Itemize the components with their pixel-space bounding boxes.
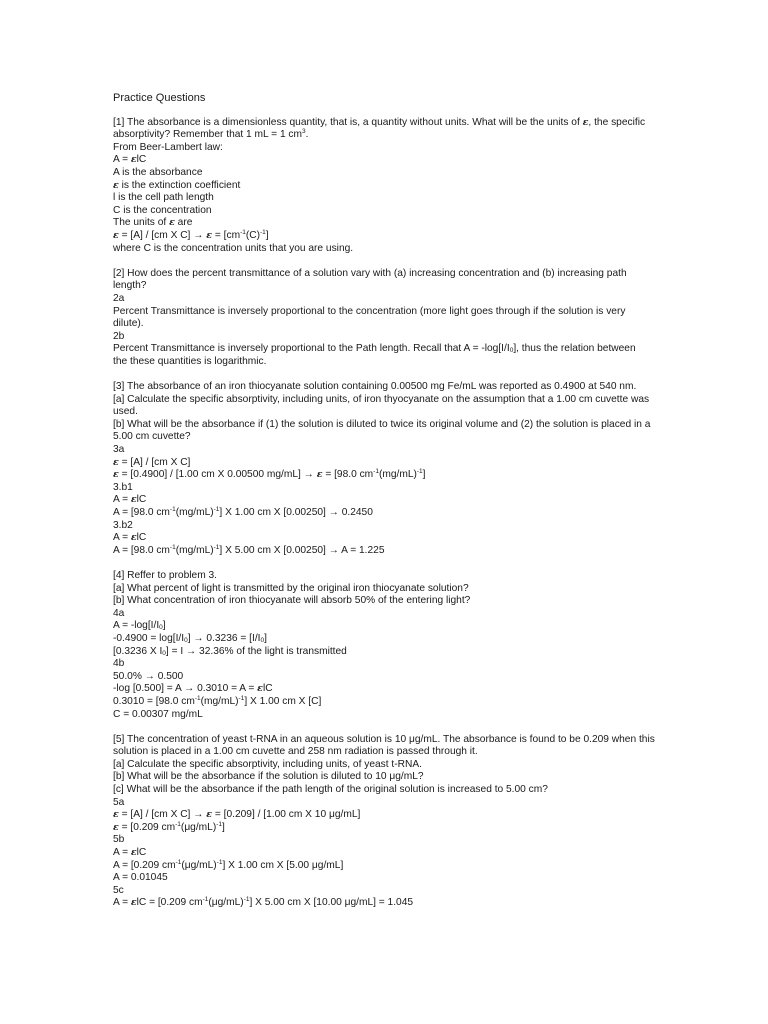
text-line: 5a [113,796,125,808]
text-line: A = [0.209 $cm^{-1}(\mu g/mL)^{-1}$] X 1.00 cm X [5.00 μg/mL] [113,858,344,871]
text-line: ε = [0.4900] / [1.00 cm X 0.00500 mg/mL] → ε = [98.0 $cm^{-1}(mg/mL)^{-1}$] [113,468,426,481]
text-line: A = 0.01045 [113,872,168,884]
text-line: [3] The absorbance of an iron thiocyanate solution containing 0.00500 mg Fe/mL was reported as 0.4900 at 540 nm. [113,381,637,393]
text-line: 5c [113,884,124,896]
text-line: A = εlC [113,154,147,166]
text-line: [4] Reffer to problem 3. [113,569,218,581]
text-line: [c] What will be the absorbance if the path length of the original solution is increased to 5.00 cm? [113,784,548,796]
text-line: where C is the concentration units that you are using. [113,242,354,254]
text-line: ε = [A] / [cm X C] [113,456,191,468]
text-line: $A = -\log[I/I_0]$ [113,620,166,632]
text-line: [a] Calculate the specific absorptivity, including units, of yeast t-RNA. [113,758,422,770]
text-line: absorptivity? Remember that 1 mL = 1 $cm^3$. [113,128,309,141]
text-line: 4b [113,658,125,670]
text-line: The units of ε are [113,217,193,229]
page-title: Practice Questions [113,92,206,104]
text-line: From Beer-Lambert law: [113,141,223,153]
paragraph-gap [113,557,658,570]
text-line: length? [113,280,147,292]
text-line: 3a [113,444,125,456]
text-line: A = εlC = [0.209 $cm^{-1}(\mu g/mL)^{-1}$] X 5.00 cm X [10.00 μg/mL] = 1.045 [113,896,414,909]
text-line: 4a [113,607,125,619]
text-line: A = εlC [113,532,147,544]
text-line: $-0.4900 = \log[I/I_0] \to 0.3236 = [I/I_0]$ [113,632,267,644]
text-line: [a] What percent of light is transmitted by the original iron thiocyanate solution? [113,582,469,594]
text-line: ε is the extinction coefficient [113,179,241,191]
text-line: ε = [A] / [cm X C] → ε = [0.209] / [1.00 cm X 10 μg/mL] [113,809,361,821]
text-line: 2a [113,292,125,304]
text-line: A = [98.0 $cm^{-1}(mg/mL)^{-1}$] X 5.00 cm X [0.00250] → A = 1.225 [113,543,385,556]
text-line: A = εlC [113,847,147,859]
text-line: C = 0.00307 mg/mL [113,708,203,720]
question-text-block [113,117,658,910]
text-line: [2] How does the percent transmittance of a solution vary with (a) increasing concentration and (b) increasing path [113,267,627,279]
text-line: 3.b1 [113,481,133,493]
document-body [113,92,658,910]
text-line: used. [113,406,138,418]
text-line: l is the cell path length [113,192,214,204]
text-line: [b] What will be the absorbance if the solution is diluted to 10 μg/mL? [113,771,424,783]
text-line: 50.0% → 0.500 [113,670,184,682]
text-line: 0.3010 = [98.0 $cm^{-1}(mg/mL)^{-1}$] X 1.00 cm X [C] [113,694,322,707]
text-line: 2b [113,330,125,342]
text-line: [b] What will be the absorbance if (1) the solution is diluted to twice its original volume and (2) the solution is placed in a [113,418,651,430]
text-line: [5] The concentration of yeast t-RNA in an aqueous solution is 10 μg/mL. The absorbance is found to be 0.209 when this [113,733,655,745]
text-line: the these quantities is logarithmic. [113,355,267,367]
text-line: 3.b2 [113,519,133,531]
paragraph-gap [113,368,658,381]
text-line: 5.00 cm cuvette? [113,431,191,443]
text-line: Percent Transmittance is inversely proportional to the concentration (more light goes through if the solution is very [113,305,626,317]
text-line: C is the concentration [113,204,212,216]
text-line: -log [0.500] = A → 0.3010 = A = εlC [113,683,273,695]
paragraph-gap [113,721,658,734]
text-line: Percent Transmittance is inversely proportional to the Path length. Recall that $A = -\log[I/I_0]$, thus the relation between [113,343,636,355]
text-line: [b] What concentration of iron thiocyanate will absorb 50% of the entering light? [113,595,471,607]
text-line: [a] Calculate the specific absorptivity, including units, of iron thyocyanate on the assumption that a 1.00 cm cuvette was [113,393,650,405]
text-line: solution is placed in a 1.00 cm cuvette and 258 nm radiation is passed through it. [113,746,478,758]
text-line: [0.3236 X $I_0] = I \to 32.36\%$ of the light is transmitted [113,645,347,657]
text-line: ε = [0.209 $cm^{-1}(\mu g/mL)^{-1}$] [113,820,225,833]
text-line: A = εlC [113,494,147,506]
paragraph-gap [113,255,658,268]
text-line: 5b [113,834,125,846]
text-line: ε = [A] / [cm X $C] \to \varepsilon = [cm^{-1}(C)^{-1}]$ [113,228,269,241]
text-line: [1] The absorbance is a dimensionless quantity, that is, a quantity without units. What will be the units of ε, the specific [113,116,646,128]
text-line: A is the absorbance [113,166,203,178]
text-line: A = [98.0 $cm^{-1}(mg/mL)^{-1}$] X 1.00 cm X [0.00250] → 0.2450 [113,506,373,518]
text-line: dilute). [113,318,144,330]
